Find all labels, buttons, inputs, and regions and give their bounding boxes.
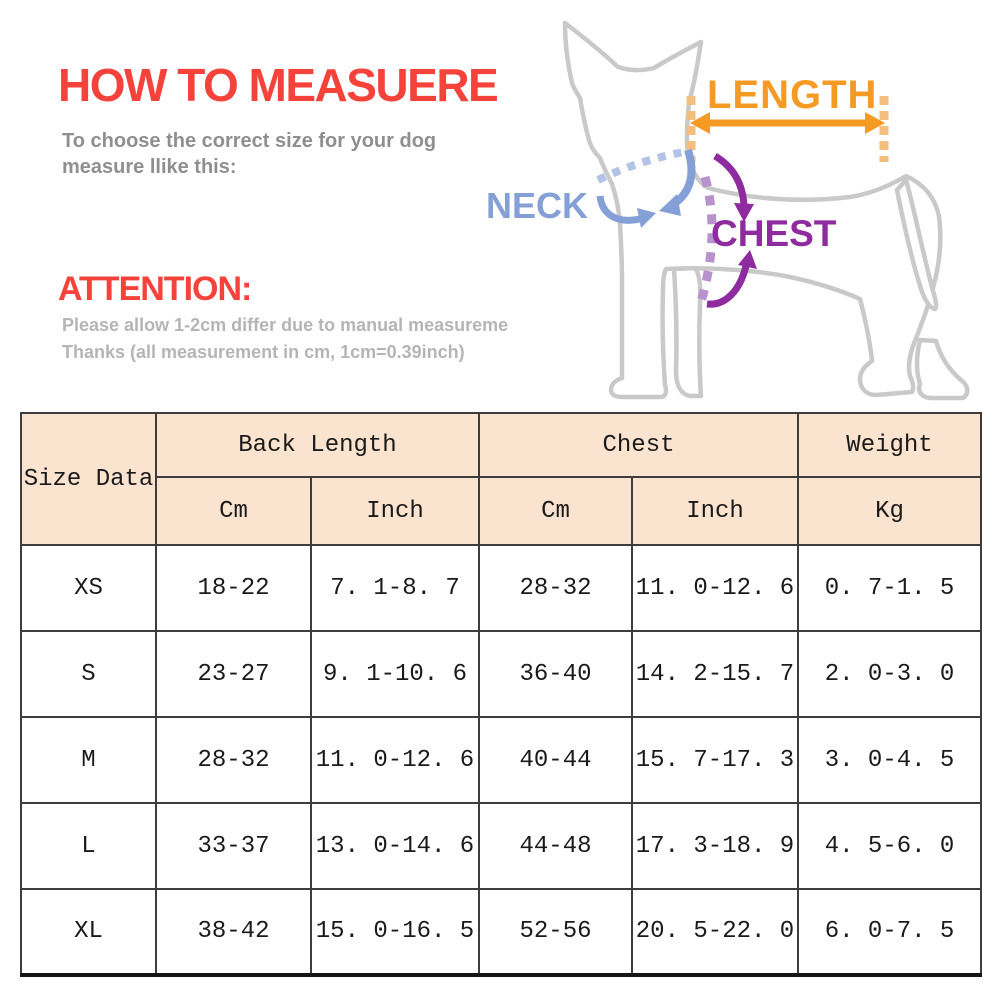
page-title: HOW TO MEASUERE [58,59,498,111]
size-cell: XL [21,889,156,975]
table-row-l [21,803,981,889]
value-cell: 6. 0-7. 5 [798,889,981,975]
subheader-back-inch: Inch [311,477,479,545]
value-cell: 23-27 [156,631,311,717]
col-group-chest: Chest [479,413,798,477]
value-cell: 40-44 [479,717,632,803]
subheader-chest-inch: Inch [632,477,798,545]
subheader-chest-cm: Cm [479,477,632,545]
table-row-s [21,631,981,717]
value-cell: 52-56 [479,889,632,975]
value-cell: 3. 0-4. 5 [798,717,981,803]
value-cell: 28-32 [479,545,632,631]
value-cell: 28-32 [156,717,311,803]
subtitle-line2: measure llike this: [62,156,237,178]
attention-note-line2: Thanks (all measurement in cm, 1cm=0.39inch) [62,342,465,362]
size-cell: L [21,803,156,889]
value-cell: 17. 3-18. 9 [632,803,798,889]
table-row-m [21,717,981,803]
length-label: LENGTH [707,73,878,117]
size-cell: S [21,631,156,717]
neck-label: NECK [486,185,589,226]
value-cell: 38-42 [156,889,311,975]
value-cell: 11. 0-12. 6 [632,545,798,631]
attention-note-line1: Please allow 1-2cm differ due to manual measureme [62,315,509,335]
value-cell: 44-48 [479,803,632,889]
dog-far-front-leg [674,268,701,396]
value-cell: 33-37 [156,803,311,889]
subtitle-line1: To choose the correct size for your dog [62,130,437,152]
value-cell: 11. 0-12. 6 [311,717,479,803]
col-group-back-length: Back Length [156,413,479,477]
value-cell: 2. 0-3. 0 [798,631,981,717]
value-cell: 18-22 [156,545,311,631]
value-cell: 9. 1-10. 6 [311,631,479,717]
subtitle [62,128,436,180]
value-cell: 13. 0-14. 6 [311,803,479,889]
subheader-weight-kg: Kg [798,477,981,545]
value-cell: 15. 0-16. 5 [311,889,479,975]
value-cell: 20. 5-22. 0 [632,889,798,975]
value-cell: 7. 1-8. 7 [311,545,479,631]
value-cell: 15. 7-17. 3 [632,717,798,803]
value-cell: 36-40 [479,631,632,717]
value-cell: 0. 7-1. 5 [798,545,981,631]
size-table [20,412,982,977]
subheader-back-cm: Cm [156,477,311,545]
chest-label: CHEST [711,213,837,254]
value-cell: 14. 2-15. 7 [632,631,798,717]
attention-heading: ATTENTION: [58,270,252,308]
size-cell: XS [21,545,156,631]
table-row-xs [21,545,981,631]
size-data-corner-cell: Size Data [21,413,156,545]
value-cell: 4. 5-6. 0 [798,803,981,889]
size-cell: M [21,717,156,803]
table-row-xl [21,889,981,975]
col-group-weight: Weight [798,413,981,477]
dog-far-rear-leg [917,340,967,398]
attention-note [62,312,514,366]
